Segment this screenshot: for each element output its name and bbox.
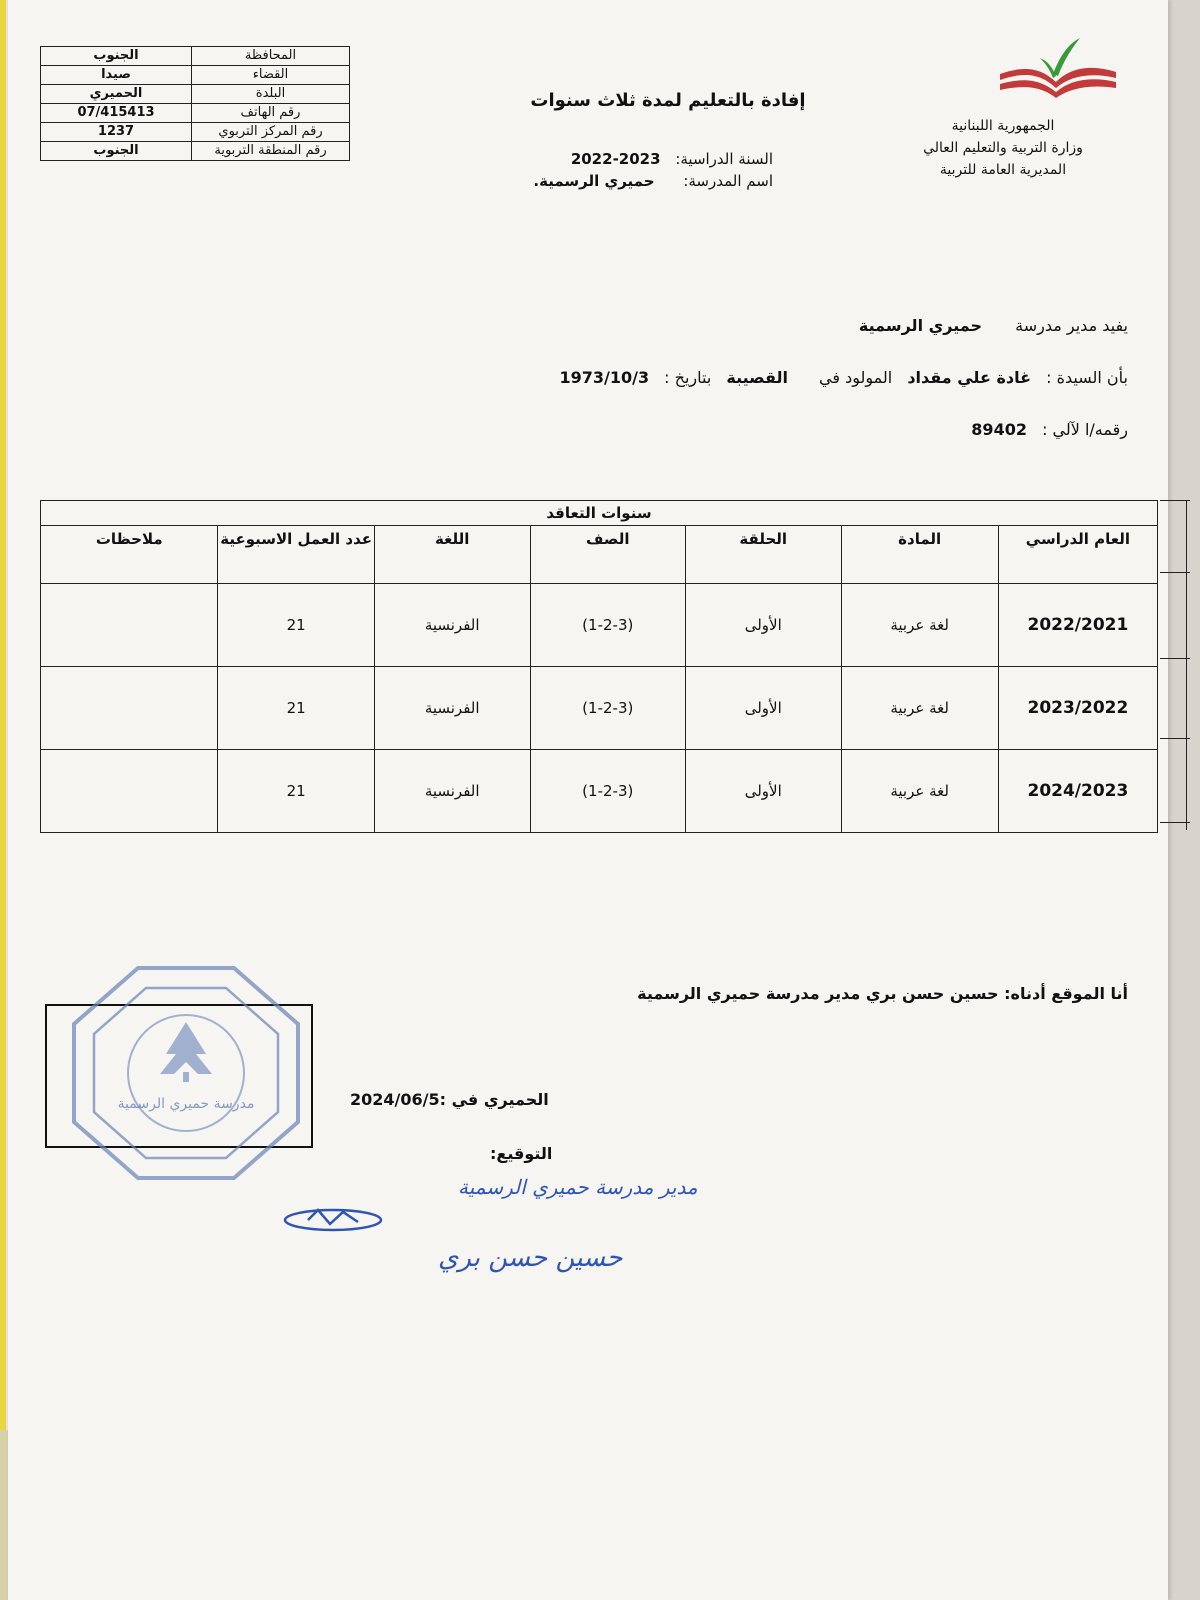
info-value: الحميري <box>41 85 192 104</box>
column-header: اللغة <box>374 526 530 584</box>
table-cell: 21 <box>218 750 374 833</box>
info-row <box>41 47 350 66</box>
table-cell: 2022/2021 <box>998 584 1157 667</box>
column-header: العام الدراسي <box>998 526 1157 584</box>
info-row <box>41 85 350 104</box>
school-year-line <box>418 150 773 168</box>
table-cell: لغة عربية <box>841 584 998 667</box>
table-cell: (1-2-3) <box>530 750 685 833</box>
birth-place: القصيبة <box>726 368 788 387</box>
info-row <box>41 142 350 161</box>
column-header: الصف <box>530 526 685 584</box>
school-name-value: حميري الرسمية. <box>533 172 655 190</box>
table-cell <box>41 584 218 667</box>
info-row <box>41 66 350 85</box>
info-row <box>41 123 350 142</box>
column-header: الحلقة <box>685 526 841 584</box>
statement-line-3 <box>961 420 1128 439</box>
school-name: حميري الرسمية <box>858 316 983 335</box>
column-header: المادة <box>841 526 998 584</box>
background-edge <box>0 0 6 1600</box>
handwritten-title: مدير مدرسة حميري الرسمية <box>458 1175 698 1199</box>
handwritten-signature <box>218 1170 698 1290</box>
table-cell: الأولى <box>685 667 841 750</box>
school-name-label: اسم المدرسة: <box>683 172 773 190</box>
table-cell: الفرنسية <box>374 750 530 833</box>
info-value: الجنوب <box>41 142 192 161</box>
table-cell <box>41 667 218 750</box>
school-name-line <box>418 172 773 190</box>
table-cell: 21 <box>218 584 374 667</box>
stamp-text: مدرسة حميري الرسمية <box>117 1096 255 1112</box>
table-cell: 2024/2023 <box>998 750 1157 833</box>
table-row <box>41 584 1158 667</box>
directorate-label: المديرية العامة للتربية <box>939 162 1067 178</box>
born-label: المولود في <box>819 368 893 387</box>
table-cell: لغة عربية <box>841 750 998 833</box>
table-cell: (1-2-3) <box>530 584 685 667</box>
lady-label: بأن السيدة : <box>1046 368 1128 387</box>
info-label: القضاء <box>192 66 350 85</box>
info-value: الجنوب <box>41 47 192 66</box>
info-label: البلدة <box>192 85 350 104</box>
table-cell: الفرنسية <box>374 667 530 750</box>
document-page <box>8 0 1168 1600</box>
table-caption: سنوات التعاقد <box>41 501 1158 526</box>
column-header: عدد العمل الاسبوعية <box>218 526 374 584</box>
ministry-label: وزارة التربية والتعليم العالي <box>923 140 1083 156</box>
republic-label: الجمهورية اللبنانية <box>951 118 1055 134</box>
table-cell: الأولى <box>685 584 841 667</box>
document-title: إفادة بالتعليم لمدة ثلاث سنوات <box>530 90 806 111</box>
table-cell <box>41 750 218 833</box>
table-row <box>41 667 1158 750</box>
table-cell: 2023/2022 <box>998 667 1157 750</box>
info-value: صيدا <box>41 66 192 85</box>
place-date: الحميري في :2024/06/5 <box>350 1090 549 1109</box>
column-header: ملاحظات <box>41 526 218 584</box>
table-cell: 21 <box>218 667 374 750</box>
statement-line-1 <box>849 316 1128 335</box>
signatory-statement: أنا الموقع أدناه: حسين حسن بري مدير مدرسة حميري الرسمية <box>637 984 1128 1003</box>
info-value: 07/415413 <box>41 104 192 123</box>
registration-number: 89402 <box>971 420 1027 439</box>
registration-label: رقمه/ا لآلي : <box>1042 420 1128 439</box>
statement-line-2 <box>549 368 1128 387</box>
table-cell: لغة عربية <box>841 667 998 750</box>
table-cell: الأولى <box>685 750 841 833</box>
info-label: المحافظة <box>192 47 350 66</box>
info-label: رقم الهاتف <box>192 104 350 123</box>
director-phrase: يفيد مدير مدرسة <box>1015 316 1128 335</box>
info-row <box>41 104 350 123</box>
school-year-value: 2023-2022 <box>570 150 661 168</box>
contract-years-table <box>40 500 1158 833</box>
table-row <box>41 750 1158 833</box>
underlying-table-edge <box>1160 500 1190 830</box>
table-cell: الفرنسية <box>374 584 530 667</box>
ministry-logo-icon <box>998 36 1118 106</box>
school-info-table <box>40 46 350 161</box>
birth-date: 1973/10/3 <box>559 368 650 387</box>
signature-label: التوقيع: <box>490 1144 553 1163</box>
info-label: رقم المركز التربوي <box>192 123 350 142</box>
date-label: بتاريخ : <box>664 368 712 387</box>
info-value: 1237 <box>41 123 192 142</box>
handwritten-name: حسين حسن بري <box>438 1243 623 1273</box>
table-cell: (1-2-3) <box>530 667 685 750</box>
school-year-label: السنة الدراسية: <box>675 150 773 168</box>
school-stamp-icon <box>66 962 306 1184</box>
person-name: غادة علي مقداد <box>907 368 1032 387</box>
info-label: رقم المنطقة التربوية <box>192 142 350 161</box>
